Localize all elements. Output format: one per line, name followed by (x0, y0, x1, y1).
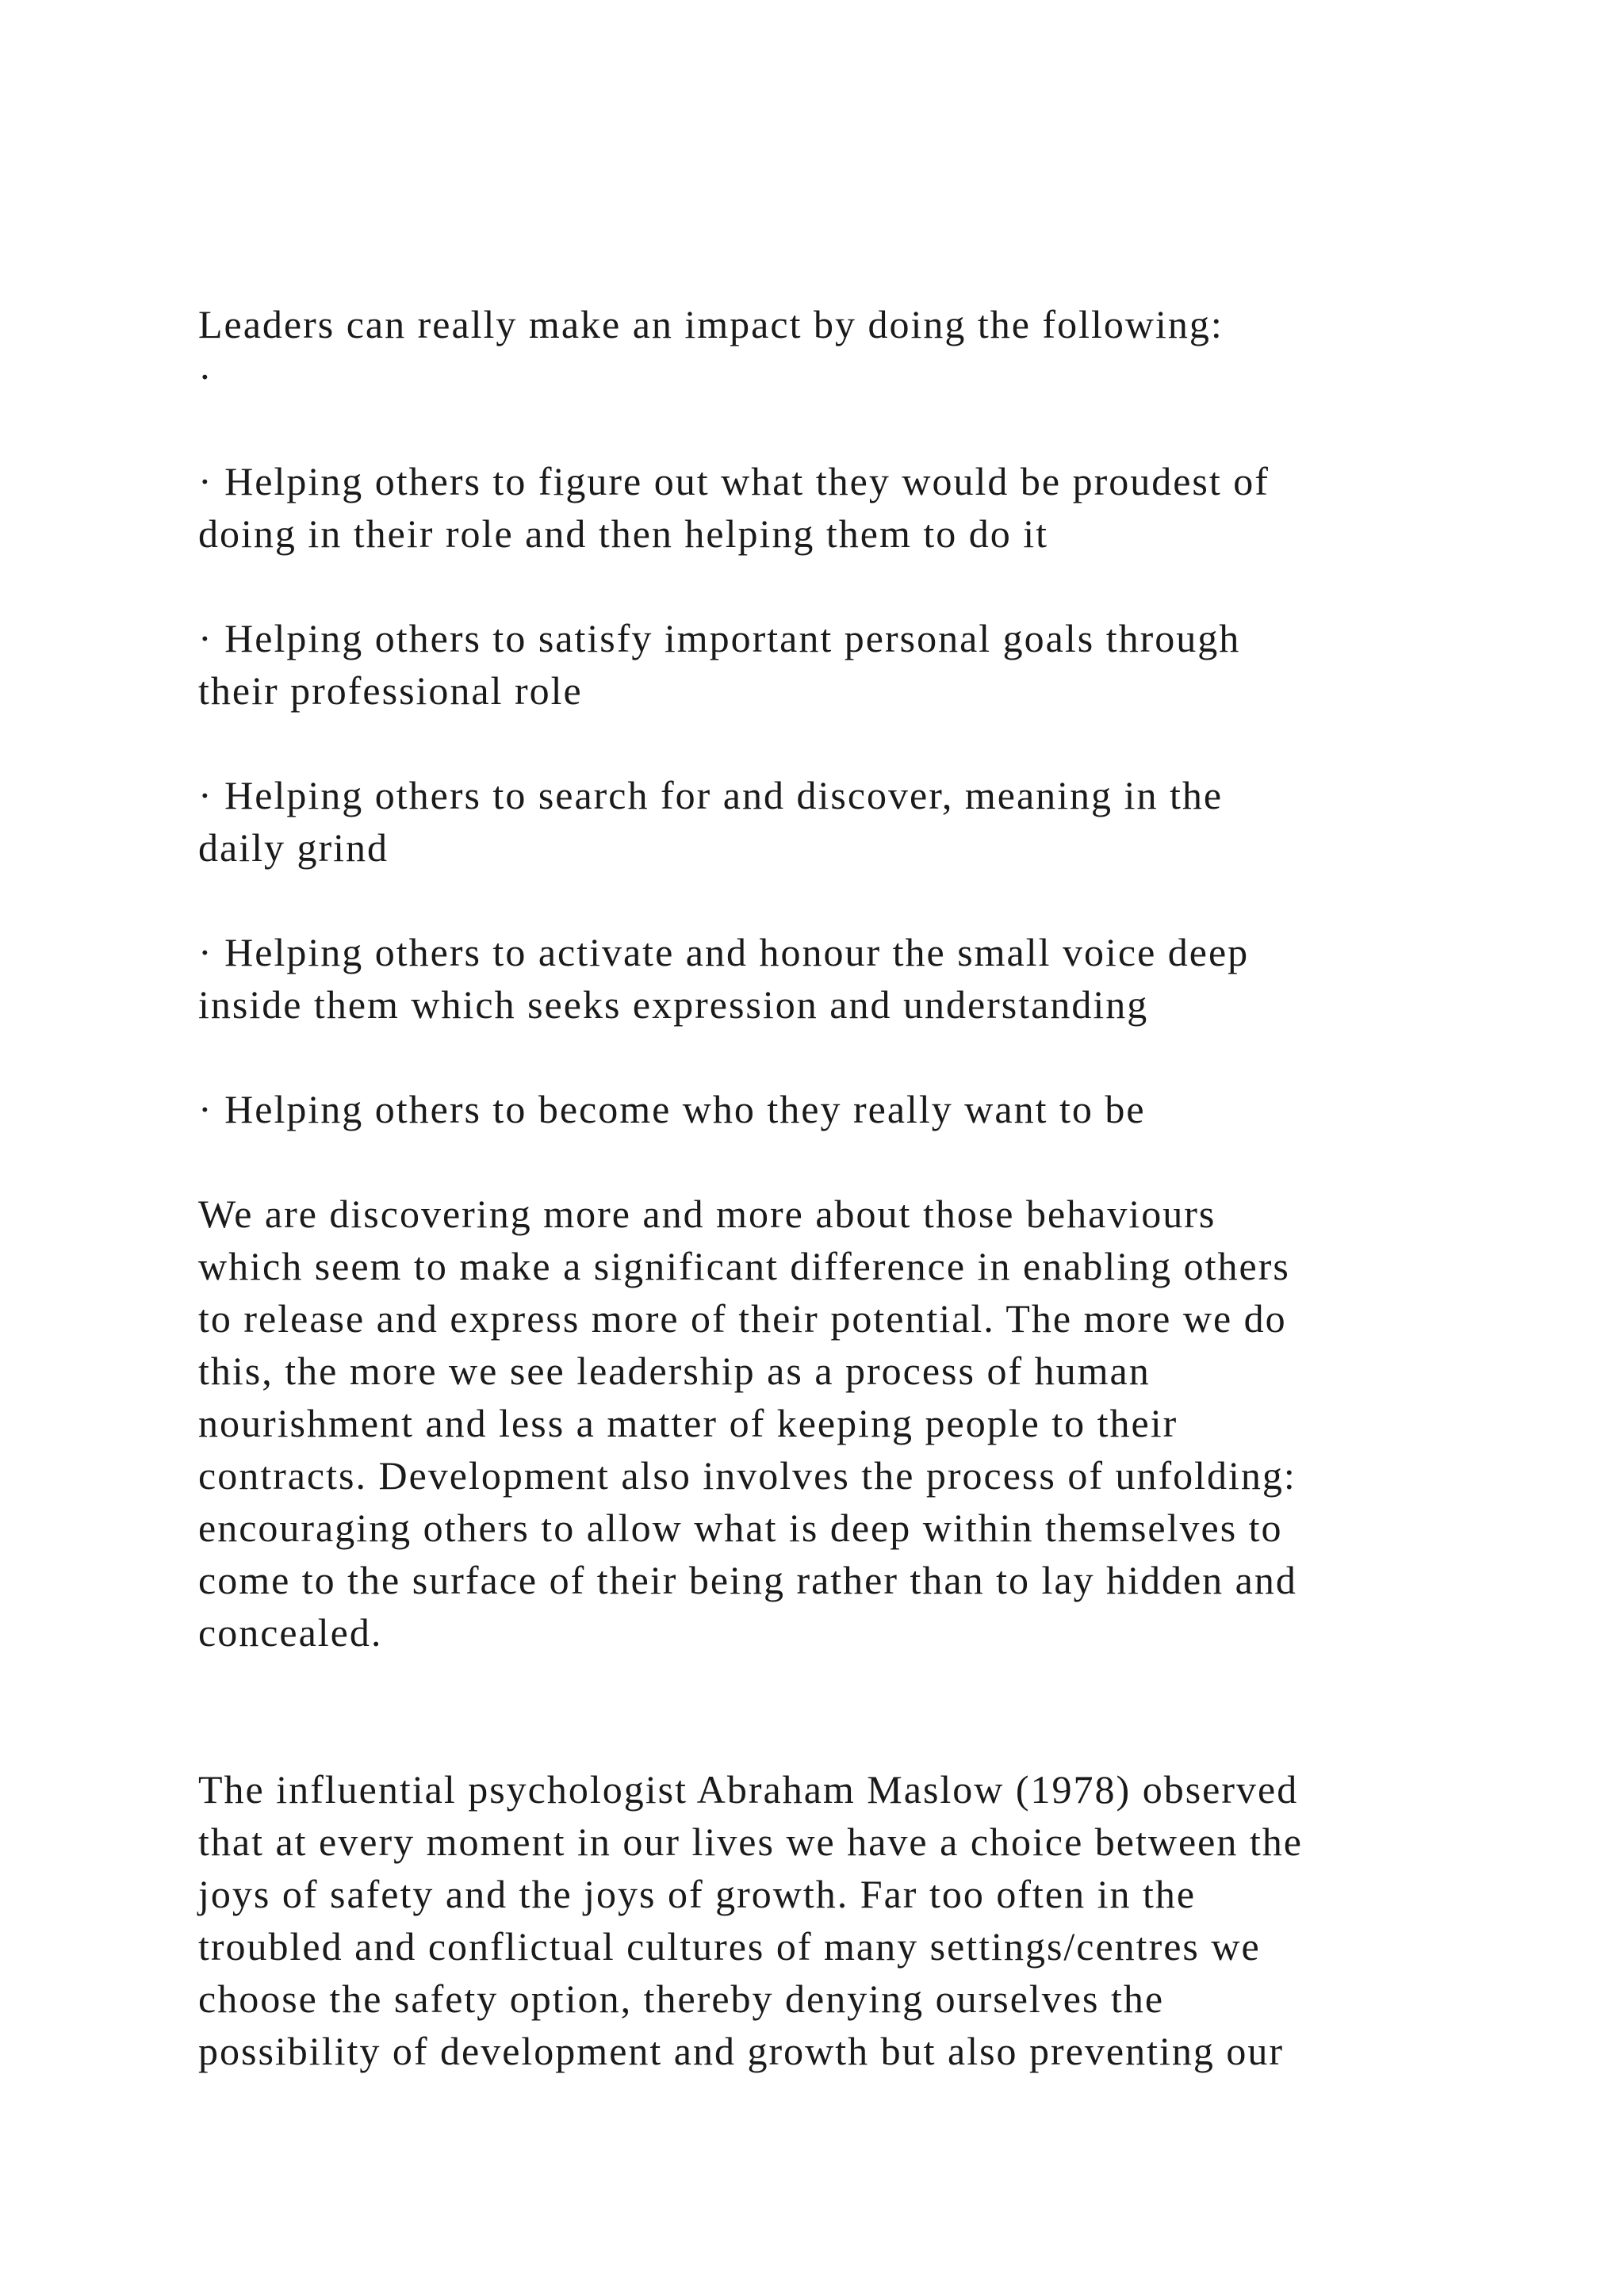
paragraph-2 (198, 1763, 1467, 2077)
bullet-line: doing in their role and then helping them to do it (198, 511, 1049, 556)
bullet-item-1 (198, 455, 1467, 560)
bullet-line: · Helping others to activate and honour the small voice deep (198, 930, 1250, 974)
intro-heading: Leaders can really make an impact by doing the following: (198, 302, 1224, 346)
paragraph-line: troubled and conflictual cultures of many settings/centres we (198, 1924, 1261, 1969)
bullet-item-2 (198, 612, 1467, 717)
paragraph-line: nourishment and less a matter of keeping people to their (198, 1401, 1178, 1445)
paragraph-line: possibility of development and growth but also preventing our (198, 2029, 1285, 2073)
bullet-line: daily grind (198, 825, 389, 870)
paragraph-line: The influential psychologist Abraham Maslow (1978) observed (198, 1767, 1299, 1812)
bullet-line: inside them which seeks expression and understanding (198, 982, 1149, 1027)
bullet-line: · Helping others to become who they really want to be (198, 1087, 1146, 1131)
paragraph-line: encouraging others to allow what is deep within themselves to (198, 1506, 1283, 1550)
bullet-item-3 (198, 769, 1467, 874)
paragraph-line: contracts. Development also involves the process of unfolding: (198, 1453, 1297, 1498)
bullet-line: · Helping others to figure out what they would be proudest of (198, 459, 1270, 503)
paragraph-line: this, the more we see leadership as a process of human (198, 1349, 1151, 1393)
paragraph-line: to release and express more of their potential. The more we do (198, 1296, 1287, 1341)
bullet-line: their professional role (198, 668, 583, 713)
paragraph-line: concealed. (198, 1610, 383, 1655)
bullet-item-4 (198, 926, 1467, 1031)
intro-marker: · (198, 354, 213, 399)
paragraph-line: come to the surface of their being rather than to lay hidden and (198, 1558, 1297, 1602)
paragraph-line: choose the safety option, thereby denying ourselves the (198, 1976, 1165, 2021)
bullet-line: · Helping others to satisfy important personal goals through (198, 616, 1241, 660)
document-body (198, 298, 1467, 2077)
paragraph-1 (198, 1188, 1467, 1659)
bullet-item-5 (198, 1083, 1467, 1135)
paragraph-line: We are discovering more and more about those behaviours (198, 1192, 1216, 1236)
bullet-line: · Helping others to search for and discover, meaning in the (198, 773, 1224, 817)
paragraph-line: joys of safety and the joys of growth. Far too often in the (198, 1872, 1197, 1916)
paragraph-line: that at every moment in our lives we have a choice between the (198, 1820, 1303, 1864)
paragraph-line: which seem to make a significant difference in enabling others (198, 1244, 1290, 1288)
